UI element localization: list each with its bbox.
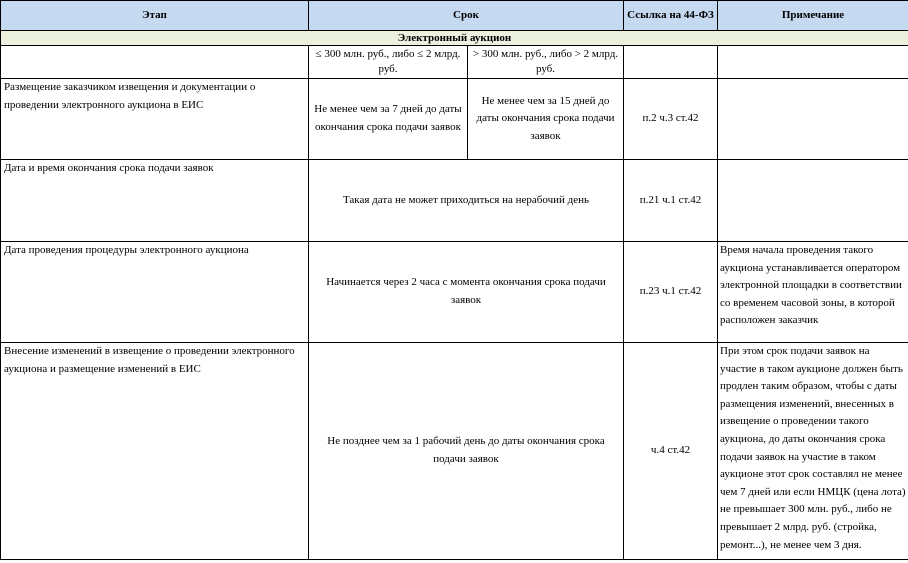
header-stage: Этап — [1, 1, 309, 31]
ref-cell: п.21 ч.1 ст.42 — [624, 160, 718, 242]
subheader-le: ≤ 300 млн. руб., либо ≤ 2 млрд. руб. — [309, 46, 468, 79]
ref-cell: п.2 ч.3 ст.42 — [624, 79, 718, 160]
table-row — [1, 242, 908, 343]
stage-cell: Внесение изменений в извещение о проведении электронного аукциона и размещение изменений в ЕИС — [1, 343, 309, 560]
table-row — [1, 343, 908, 560]
subheader-gt: > 300 млн. руб., либо > 2 млрд. руб. — [468, 46, 624, 79]
section-row — [1, 31, 908, 46]
table-row — [1, 160, 908, 242]
header-note: Примечание — [718, 1, 908, 31]
term-cell: Не позднее чем за 1 рабочий день до даты окончания срока подачи заявок — [309, 343, 624, 560]
header-ref: Ссылка на 44-ФЗ — [624, 1, 718, 31]
note-cell: При этом срок подачи заявок на участие в таком аукционе должен быть продлен таким образом, чтобы с даты размещения изменений, внесенных в извещение о проведении такого аукциона, до даты окончания срока подачи заявок на участие в таком аукционе этот срок составлял не менее чем 7 дней или если НМЦК (цена лота) не превышает 300 млн. руб., либо не превышает 2 млрд. руб. (стройка, ремонт...), не менее чем 3 дня. — [718, 343, 908, 560]
term-gt-cell: Не менее чем за 15 дней до даты окончания срока подачи заявок — [468, 79, 624, 160]
header-term: Срок — [309, 1, 624, 31]
stage-cell: Размещение заказчиком извещения и документации о проведении электронного аукциона в ЕИС — [1, 79, 309, 160]
subheader-empty-ref — [624, 46, 718, 79]
subheader-row — [1, 46, 908, 79]
term-cell: Начинается через 2 часа с момента окончания срока подачи заявок — [309, 242, 624, 343]
ref-cell: ч.4 ст.42 — [624, 343, 718, 560]
note-cell — [718, 160, 908, 242]
header-row — [1, 1, 908, 31]
subheader-empty-stage — [1, 46, 309, 79]
note-cell: Время начала проведения такого аукциона устанавливается оператором электронной площадки в соответствии со временем часовой зоны, в которой расположен заказчик — [718, 242, 908, 343]
note-cell — [718, 79, 908, 160]
table-row — [1, 79, 908, 160]
stage-cell: Дата и время окончания срока подачи заявок — [1, 160, 309, 242]
section-title: Электронный аукцион — [1, 31, 908, 46]
subheader-empty-note — [718, 46, 908, 79]
stage-cell: Дата проведения процедуры электронного аукциона — [1, 242, 309, 343]
term-le-cell: Не менее чем за 7 дней до даты окончания срока подачи заявок — [309, 79, 468, 160]
term-cell: Такая дата не может приходиться на нерабочий день — [309, 160, 624, 242]
ref-cell: п.23 ч.1 ст.42 — [624, 242, 718, 343]
